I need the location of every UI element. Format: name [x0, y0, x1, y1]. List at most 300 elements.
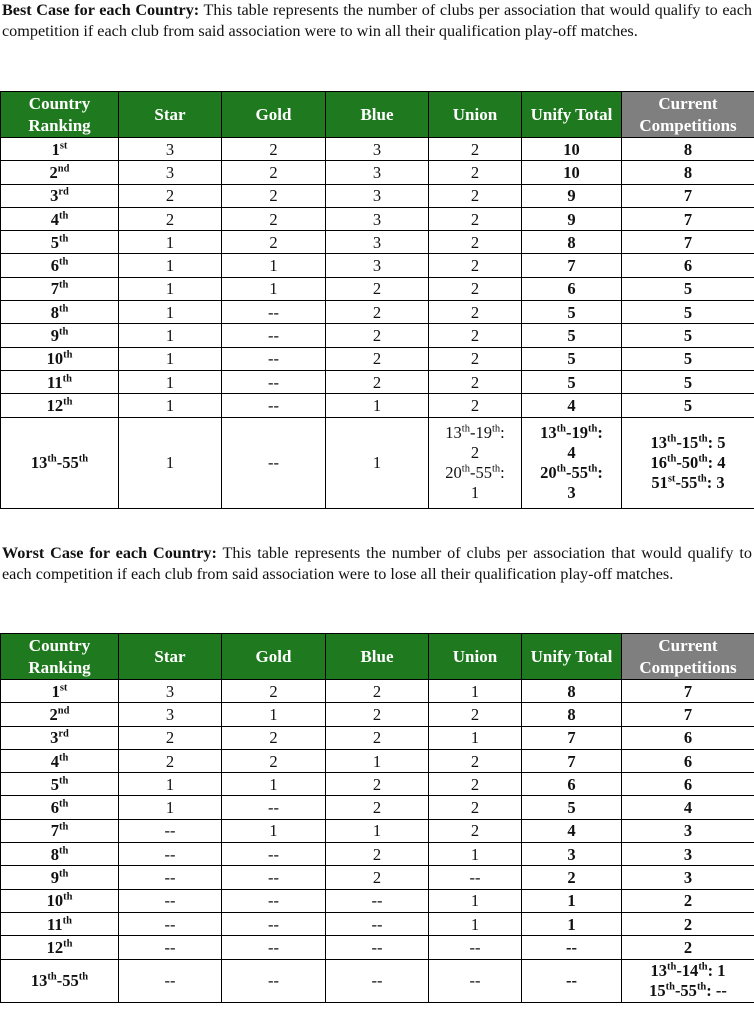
unify-total-cell: 10	[522, 138, 622, 161]
ordinal-number: 11	[47, 914, 63, 934]
gold-cell: --	[222, 370, 326, 393]
ordinal-suffix: th	[698, 433, 708, 445]
table-row	[1, 394, 754, 417]
range-start: 16	[650, 452, 667, 472]
range-line	[429, 423, 521, 443]
rank-cell	[1, 936, 119, 959]
table-row	[1, 184, 754, 207]
union-cell: 2	[429, 324, 522, 347]
header-star: Star	[119, 92, 222, 138]
star-cell: 2	[119, 749, 222, 772]
gold-cell: 1	[222, 773, 326, 796]
current-competitions-cell: 5	[622, 324, 754, 347]
blue-cell: --	[326, 936, 429, 959]
union-cell: --	[429, 936, 522, 959]
ordinal-suffix: th	[556, 423, 566, 435]
unify-total-cell: 9	[522, 184, 622, 207]
star-cell: 2	[119, 726, 222, 749]
unify-total-cell: 1	[522, 889, 622, 912]
header-blue: Blue	[326, 634, 429, 680]
star-cell: 1	[119, 324, 222, 347]
blue-cell: 2	[326, 277, 429, 300]
rank-cell	[1, 959, 119, 1002]
range-colon: :	[597, 422, 603, 442]
worst-case-description: This table represents the number of clubs per association that would qualify to each competition if each club from said association were to lose all their qualification play-off matches.	[2, 544, 752, 583]
union-cell: 1	[429, 843, 522, 866]
worst-header-row	[1, 634, 754, 680]
unify-total-cell: 5	[522, 796, 622, 819]
range-end: -19	[566, 422, 588, 442]
table-row	[1, 254, 754, 277]
blue-cell: 3	[326, 207, 429, 230]
table-row	[1, 796, 754, 819]
table-row	[1, 680, 754, 703]
table-row	[1, 773, 754, 796]
ordinal-number: 5	[50, 774, 59, 794]
ordinal-suffix: th	[491, 423, 501, 435]
union-cell: 2	[429, 773, 522, 796]
star-cell: 2	[119, 184, 222, 207]
range-value: 3	[567, 482, 576, 502]
range-line	[622, 453, 754, 473]
table-row	[1, 843, 754, 866]
blue-cell: --	[326, 912, 429, 935]
gold-cell: 2	[222, 726, 326, 749]
range-colon: :	[500, 422, 505, 442]
blue-cell: 2	[326, 703, 429, 726]
range-end: -55	[469, 462, 492, 482]
header-gold: Gold	[222, 92, 326, 138]
range-line	[522, 423, 621, 443]
ordinal-number: 10	[46, 349, 64, 369]
rank-cell	[1, 889, 119, 912]
ordinal-number: 7	[50, 279, 59, 299]
range-start: 13	[445, 422, 462, 442]
ordinal-suffix: nd	[57, 163, 70, 175]
gold-cell: --	[222, 889, 326, 912]
current-competitions-cell: 2	[622, 936, 754, 959]
star-cell: 1	[119, 277, 222, 300]
union-cell: 2	[429, 301, 522, 324]
ordinal-suffix: th	[58, 210, 69, 222]
best-case-heading: Best Case for each Country:	[2, 1, 200, 19]
range-end: -55	[674, 980, 697, 1000]
ordinal-number: 9	[50, 326, 59, 346]
table-row	[1, 912, 754, 935]
best-case-table	[0, 91, 754, 509]
current-competitions-cell: 3	[622, 819, 754, 842]
gold-cell: 2	[222, 138, 326, 161]
blue-cell: 1	[326, 417, 429, 508]
current-competitions-cell	[622, 959, 754, 1002]
star-cell: 1	[119, 254, 222, 277]
range-value: 1	[470, 482, 480, 502]
star-cell: 1	[119, 231, 222, 254]
star-cell: --	[119, 866, 222, 889]
ordinal-suffix: th	[666, 961, 677, 973]
current-competitions-cell: 3	[622, 843, 754, 866]
header-country-ranking: Country Ranking	[1, 634, 119, 680]
range-end: -15	[676, 432, 699, 452]
range-end: -55	[566, 462, 588, 482]
header-union: Union	[429, 634, 522, 680]
gold-cell: --	[222, 866, 326, 889]
ordinal-number: 1	[51, 681, 60, 701]
blue-cell: 2	[326, 773, 429, 796]
table-row-13-55	[1, 417, 754, 508]
header-unify-total: Unify Total	[522, 92, 622, 138]
star-cell: --	[119, 912, 222, 935]
unify-total-cell: 7	[522, 726, 622, 749]
ordinal-suffix: th	[588, 423, 598, 435]
ordinal-number: 8	[50, 302, 59, 322]
gold-cell: 2	[222, 161, 326, 184]
range-start: 51	[651, 472, 668, 492]
union-cell: 1	[429, 680, 522, 703]
unify-total-cell: 10	[522, 161, 622, 184]
rank-cell	[1, 207, 119, 230]
ordinal-number: 6	[50, 798, 59, 818]
ordinal-number: 4	[50, 751, 59, 771]
table-row	[1, 936, 754, 959]
header-current-competitions: Current Competitions	[622, 92, 754, 138]
current-competitions-cell: 5	[622, 370, 754, 393]
star-cell: 1	[119, 370, 222, 393]
rank-cell	[1, 254, 119, 277]
header-gold: Gold	[222, 634, 326, 680]
current-competitions-cell: 7	[622, 703, 754, 726]
ordinal-number: 12	[46, 937, 64, 957]
star-cell: 3	[119, 680, 222, 703]
range-colon: : 1	[707, 960, 726, 980]
current-competitions-cell: 7	[622, 680, 754, 703]
unify-total-cell: 2	[522, 866, 622, 889]
current-competitions-cell: 8	[622, 161, 754, 184]
header-blue: Blue	[326, 92, 429, 138]
union-cell: --	[429, 866, 522, 889]
current-competitions-cell: 6	[622, 773, 754, 796]
gold-cell: --	[222, 347, 326, 370]
header-country-ranking: Country Ranking	[1, 92, 119, 138]
range-end: -50	[676, 452, 699, 472]
gold-cell: --	[222, 324, 326, 347]
union-cell: 2	[429, 231, 522, 254]
range-end: -14	[676, 960, 699, 980]
blue-cell: 3	[326, 254, 429, 277]
range-colon: :	[597, 462, 603, 482]
ordinal-suffix: th	[58, 256, 69, 268]
current-competitions-cell: 5	[622, 301, 754, 324]
table-row	[1, 301, 754, 324]
union-cell: 1	[429, 726, 522, 749]
blue-cell: --	[326, 889, 429, 912]
range-line	[622, 473, 754, 493]
unify-total-cell: 1	[522, 912, 622, 935]
blue-cell: 3	[326, 184, 429, 207]
unify-total-cell: 8	[522, 703, 622, 726]
blue-cell: 2	[326, 726, 429, 749]
gold-cell: --	[222, 417, 326, 508]
union-cell: 2	[429, 819, 522, 842]
current-competitions-cell: 6	[622, 749, 754, 772]
star-cell: --	[119, 889, 222, 912]
unify-total-cell: 7	[522, 749, 622, 772]
current-competitions-cell: 5	[622, 347, 754, 370]
ordinal-suffix: th	[58, 845, 69, 857]
blue-cell: 3	[326, 138, 429, 161]
rank-cell	[1, 703, 119, 726]
range-colon: : --	[706, 980, 727, 1000]
unify-total-cell: 5	[522, 370, 622, 393]
blue-cell: 2	[326, 370, 429, 393]
star-cell: --	[119, 936, 222, 959]
table-row	[1, 324, 754, 347]
star-cell: --	[119, 843, 222, 866]
unify-total-cell: 5	[522, 347, 622, 370]
best-case-description: This table represents the number of clubs per association that would qualify to each competition if each club from said association were to win all their qualification play-off matches.	[2, 1, 752, 40]
rank-cell	[1, 843, 119, 866]
range-start: 15	[649, 980, 666, 1000]
union-cell: 2	[429, 277, 522, 300]
ordinal-number: 2	[49, 162, 58, 182]
ordinal-suffix: rd	[58, 186, 69, 198]
union-cell: 2	[429, 703, 522, 726]
ordinal-suffix: th	[63, 396, 73, 408]
star-cell: 1	[119, 417, 222, 508]
range-start: 20	[445, 462, 462, 482]
current-competitions-cell: 5	[622, 277, 754, 300]
ordinal-suffix: th	[58, 233, 69, 245]
ordinal-suffix: th	[58, 868, 69, 880]
rank-cell	[1, 866, 119, 889]
range-start: 13	[650, 960, 667, 980]
unify-total-cell: 5	[522, 301, 622, 324]
ordinal-suffix: th	[63, 349, 73, 361]
table-row	[1, 703, 754, 726]
table-row	[1, 138, 754, 161]
gold-cell: --	[222, 959, 326, 1002]
current-competitions-cell: 5	[622, 394, 754, 417]
union-cell: --	[429, 959, 522, 1002]
range-value: 4	[567, 442, 576, 462]
table-row	[1, 726, 754, 749]
ordinal-number: 8	[50, 844, 59, 864]
range-start: 13	[30, 971, 48, 991]
ordinal-suffix: th	[461, 423, 470, 435]
ordinal-number: 2	[49, 704, 58, 724]
rank-cell	[1, 347, 119, 370]
ordinal-suffix: th	[696, 981, 707, 993]
current-competitions-cell: 6	[622, 254, 754, 277]
gold-cell: --	[222, 843, 326, 866]
ordinal-suffix: th	[665, 981, 675, 993]
ordinal-suffix: rd	[58, 728, 69, 740]
blue-cell: 2	[326, 324, 429, 347]
gold-cell: --	[222, 796, 326, 819]
worst-case-table	[0, 633, 754, 1003]
range-end: -55	[56, 971, 79, 991]
unify-total-cell: 4	[522, 819, 622, 842]
rank-cell	[1, 370, 119, 393]
ordinal-suffix: th	[58, 775, 69, 787]
current-competitions-cell: 3	[622, 866, 754, 889]
gold-cell: 2	[222, 231, 326, 254]
star-cell: 1	[119, 773, 222, 796]
worst-table-body	[1, 680, 754, 1003]
union-cell: 2	[429, 796, 522, 819]
unify-total-cell: 4	[522, 394, 622, 417]
union-cell	[429, 417, 522, 508]
rank-cell	[1, 749, 119, 772]
range-line	[622, 981, 754, 1001]
range-end: -19	[469, 422, 492, 442]
header-unify-total: Unify Total	[522, 634, 622, 680]
gold-cell: --	[222, 936, 326, 959]
rank-cell	[1, 324, 119, 347]
header-union: Union	[429, 92, 522, 138]
ordinal-number: 10	[46, 891, 64, 911]
ordinal-number: 9	[50, 868, 59, 888]
union-cell: 2	[429, 184, 522, 207]
blue-cell: 1	[326, 394, 429, 417]
current-competitions-cell: 6	[622, 726, 754, 749]
ordinal-number: 3	[50, 186, 59, 206]
union-cell: 2	[429, 138, 522, 161]
ordinal-suffix: th	[63, 891, 73, 903]
unify-total-cell: --	[522, 936, 622, 959]
ordinal-suffix: st	[59, 682, 68, 694]
range-colon: :	[500, 462, 505, 482]
rank-cell	[1, 394, 119, 417]
worst-case-intro	[0, 543, 754, 584]
star-cell: --	[119, 819, 222, 842]
ordinal-number: 11	[47, 372, 63, 392]
rank-cell	[1, 184, 119, 207]
range-start: 13	[30, 453, 48, 473]
ordinal-suffix: th	[58, 821, 69, 833]
unify-total-cell: 7	[522, 254, 622, 277]
worst-case-heading: Worst Case for each Country:	[2, 544, 217, 562]
union-cell: 1	[429, 889, 522, 912]
current-competitions-cell: 2	[622, 912, 754, 935]
gold-cell: 1	[222, 254, 326, 277]
union-cell: 2	[429, 347, 522, 370]
ordinal-suffix: st	[667, 473, 676, 485]
table-row	[1, 749, 754, 772]
unify-total-cell	[522, 417, 622, 508]
rank-cell	[1, 161, 119, 184]
table-row	[1, 347, 754, 370]
gold-cell: 2	[222, 749, 326, 772]
star-cell: 2	[119, 207, 222, 230]
ordinal-number: 4	[50, 209, 59, 229]
rank-cell	[1, 773, 119, 796]
unify-total-cell: 9	[522, 207, 622, 230]
ordinal-number: 6	[50, 256, 59, 276]
best-table-body	[1, 138, 754, 509]
unify-total-cell: 6	[522, 773, 622, 796]
unify-total-cell: 5	[522, 324, 622, 347]
ordinal-number: 5	[50, 232, 59, 252]
gold-cell: 1	[222, 819, 326, 842]
star-cell: 3	[119, 703, 222, 726]
table-row	[1, 207, 754, 230]
ordinal-number: 3	[50, 728, 59, 748]
range-line	[622, 961, 754, 981]
star-cell: 3	[119, 161, 222, 184]
star-cell: 1	[119, 301, 222, 324]
gold-cell: 1	[222, 703, 326, 726]
star-cell: --	[119, 959, 222, 1002]
gold-cell: 1	[222, 277, 326, 300]
ordinal-suffix: th	[58, 326, 69, 338]
table-row	[1, 231, 754, 254]
star-cell: 3	[119, 138, 222, 161]
blue-cell: 1	[326, 819, 429, 842]
gold-cell: --	[222, 394, 326, 417]
current-competitions-cell: 4	[622, 796, 754, 819]
ordinal-suffix: th	[588, 463, 598, 475]
ordinal-suffix: th	[58, 752, 69, 764]
ordinal-suffix: th	[58, 303, 69, 315]
range-colon: : 3	[706, 472, 725, 492]
blue-cell: 3	[326, 231, 429, 254]
star-cell: 1	[119, 347, 222, 370]
ordinal-suffix: th	[461, 463, 470, 475]
ordinal-suffix: th	[698, 961, 708, 973]
blue-cell: 1	[326, 749, 429, 772]
table-row	[1, 277, 754, 300]
table-row	[1, 370, 754, 393]
range-colon: : 5	[707, 432, 726, 452]
ordinal-suffix: th	[58, 279, 69, 291]
header-current-competitions: Current Competitions	[622, 634, 754, 680]
unify-total-cell: 3	[522, 843, 622, 866]
ordinal-suffix: th	[62, 373, 72, 385]
rank-cell	[1, 277, 119, 300]
ordinal-suffix: th	[698, 453, 708, 465]
ordinal-suffix: th	[47, 971, 57, 983]
table-row	[1, 866, 754, 889]
star-cell: 1	[119, 394, 222, 417]
star-cell: 1	[119, 796, 222, 819]
current-competitions-cell: 2	[622, 889, 754, 912]
unify-total-cell: 6	[522, 277, 622, 300]
header-star: Star	[119, 634, 222, 680]
ordinal-suffix: th	[491, 463, 501, 475]
ordinal-number: 7	[50, 821, 59, 841]
ordinal-suffix: th	[78, 453, 89, 465]
gold-cell: 2	[222, 207, 326, 230]
ordinal-suffix: th	[78, 971, 89, 983]
ordinal-suffix: th	[63, 938, 73, 950]
rank-cell	[1, 680, 119, 703]
range-start: 13	[650, 432, 667, 452]
ordinal-suffix: th	[697, 473, 707, 485]
gold-cell: --	[222, 912, 326, 935]
current-competitions-cell: 8	[622, 138, 754, 161]
range-start: 20	[540, 462, 557, 482]
current-competitions-cell: 7	[622, 184, 754, 207]
rank-cell	[1, 726, 119, 749]
table-row	[1, 889, 754, 912]
unify-total-cell: 8	[522, 231, 622, 254]
ordinal-number: 12	[46, 395, 64, 415]
blue-cell: --	[326, 959, 429, 1002]
table-row-13-55	[1, 959, 754, 1002]
range-line	[522, 463, 621, 483]
table-row	[1, 161, 754, 184]
